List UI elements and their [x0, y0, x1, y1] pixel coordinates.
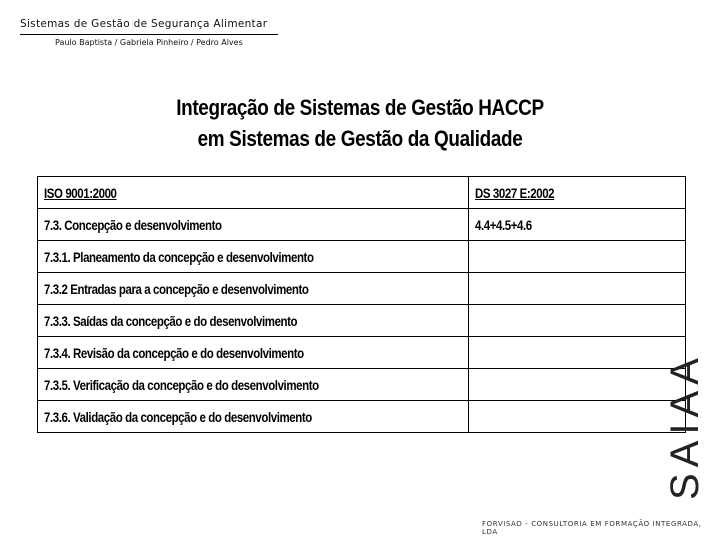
table-row [38, 337, 686, 369]
table-row [38, 241, 686, 273]
table-row [38, 273, 686, 305]
table-cell [469, 273, 686, 305]
table-cell [38, 177, 469, 209]
table-cell [469, 241, 686, 273]
table-cell [469, 369, 686, 401]
clause-text: 7.3.1. Planeamento da concepção e desenvolvimento [44, 248, 314, 265]
header-title: Sistemas de Gestão de Segurança Alimentar [20, 18, 268, 30]
slide-title-line1: Integração de Sistemas de Gestão HACCP [176, 95, 544, 120]
table-row [38, 369, 686, 401]
slide-title-line2: em Sistemas de Gestão da Qualidade [197, 126, 523, 151]
table-cell [469, 177, 686, 209]
slide-title [102, 92, 618, 154]
clause-text: 7.3.6. Validação da concepção e do desenvolvimento [44, 408, 312, 425]
table-row [38, 177, 686, 209]
table-cell [469, 337, 686, 369]
mapping-text: 4.4+4.5+4.6 [475, 216, 532, 233]
standards-mapping-table [37, 176, 686, 433]
header-authors: Paulo Baptista / Gabriela Pinheiro / Pedro Alves [55, 38, 243, 47]
table-cell [38, 401, 469, 433]
table-cell [38, 305, 469, 337]
table-row [38, 305, 686, 337]
header-divider [20, 34, 278, 35]
table-row [38, 401, 686, 433]
table-cell [38, 241, 469, 273]
table-row [38, 209, 686, 241]
clause-text: 7.3.4. Revisão da concepção e do desenvolvimento [44, 344, 304, 361]
clause-text: 7.3.2 Entradas para a concepção e desenvolvimento [44, 280, 309, 297]
table-cell [469, 401, 686, 433]
footer-company: FORVISAO - CONSULTORIA EM FORMAÇÃO INTEGRADA, LDA [482, 520, 702, 536]
table-cell [38, 209, 469, 241]
table-cell [469, 209, 686, 241]
clause-text: 7.3.3. Saídas da concepção e do desenvolvimento [44, 312, 298, 329]
clause-text: 7.3. Concepção e desenvolvimento [44, 216, 222, 233]
clause-text: 7.3.5. Verificação da concepção e do desenvolvimento [44, 376, 319, 393]
saiaa-logo: SAIAA [663, 352, 707, 500]
table-cell [38, 273, 469, 305]
column-header-ds: DS 3027 E:2002 [475, 184, 555, 201]
table-cell [38, 369, 469, 401]
table-cell [469, 305, 686, 337]
column-header-iso: ISO 9001:2000 [44, 184, 117, 201]
table-cell [38, 337, 469, 369]
